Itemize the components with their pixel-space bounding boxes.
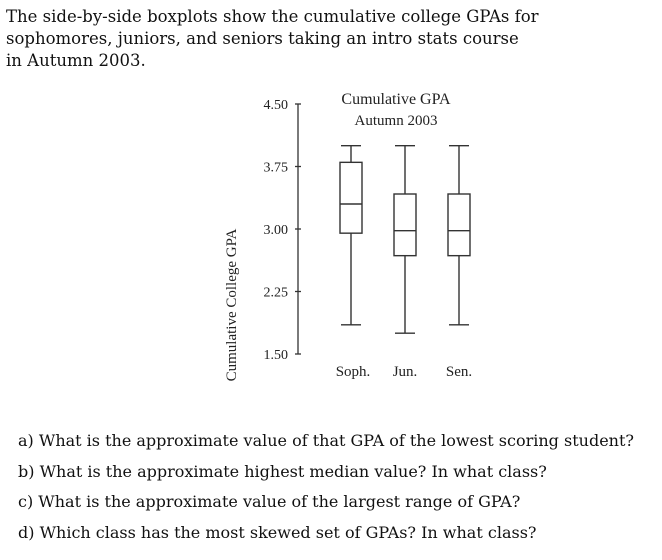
question-item <box>18 426 634 457</box>
iqr-box <box>340 162 362 233</box>
questions-list <box>18 426 634 548</box>
chart-title: Cumulative GPA <box>341 91 451 108</box>
intro-line: The side-by-side boxplots show the cumulative college GPAs for <box>6 7 539 26</box>
iqr-box <box>448 194 470 256</box>
question-text: What is the approximate value of that GPA of the lowest scoring student? <box>38 431 634 450</box>
box-soph <box>340 146 362 325</box>
question-letter: d) <box>18 522 35 542</box>
question-text: What is the approximate value of the largest range of GPA? <box>38 492 521 511</box>
x-category-label: Jun. <box>392 364 418 380</box>
question-letter: b) <box>18 461 35 481</box>
x-category-label: Sen. <box>445 364 473 380</box>
y-axis-label: Cumulative College GPA <box>224 228 240 382</box>
intro-line: sophomores, juniors, and seniors taking an intro stats course <box>6 29 519 48</box>
x-category-label: Soph. <box>335 364 371 380</box>
y-tick-label: 3.75 <box>263 160 288 176</box>
y-tick-label: 3.00 <box>263 223 288 238</box>
question-text: Which class has the most skewed set of GPAs? In what class? <box>39 522 537 542</box>
y-tick-label: 4.50 <box>263 98 288 113</box>
question-letter: c) <box>18 492 34 511</box>
box-jun <box>394 146 416 334</box>
question-item <box>18 518 634 549</box>
intro-line: in Autumn 2003. <box>6 51 146 70</box>
question-item <box>18 487 634 518</box>
boxplot-chart <box>0 80 662 400</box>
chart-subtitle: Autumn 2003 <box>354 113 438 129</box>
y-tick-label: 1.50 <box>263 348 288 363</box>
intro-text <box>6 6 646 72</box>
question-item <box>18 457 634 488</box>
iqr-box <box>394 194 416 256</box>
box-sen <box>448 146 470 325</box>
y-tick-label: 2.25 <box>263 285 288 301</box>
question-letter: a) <box>18 431 34 450</box>
question-text: What is the approximate highest median value? In what class? <box>39 461 547 481</box>
